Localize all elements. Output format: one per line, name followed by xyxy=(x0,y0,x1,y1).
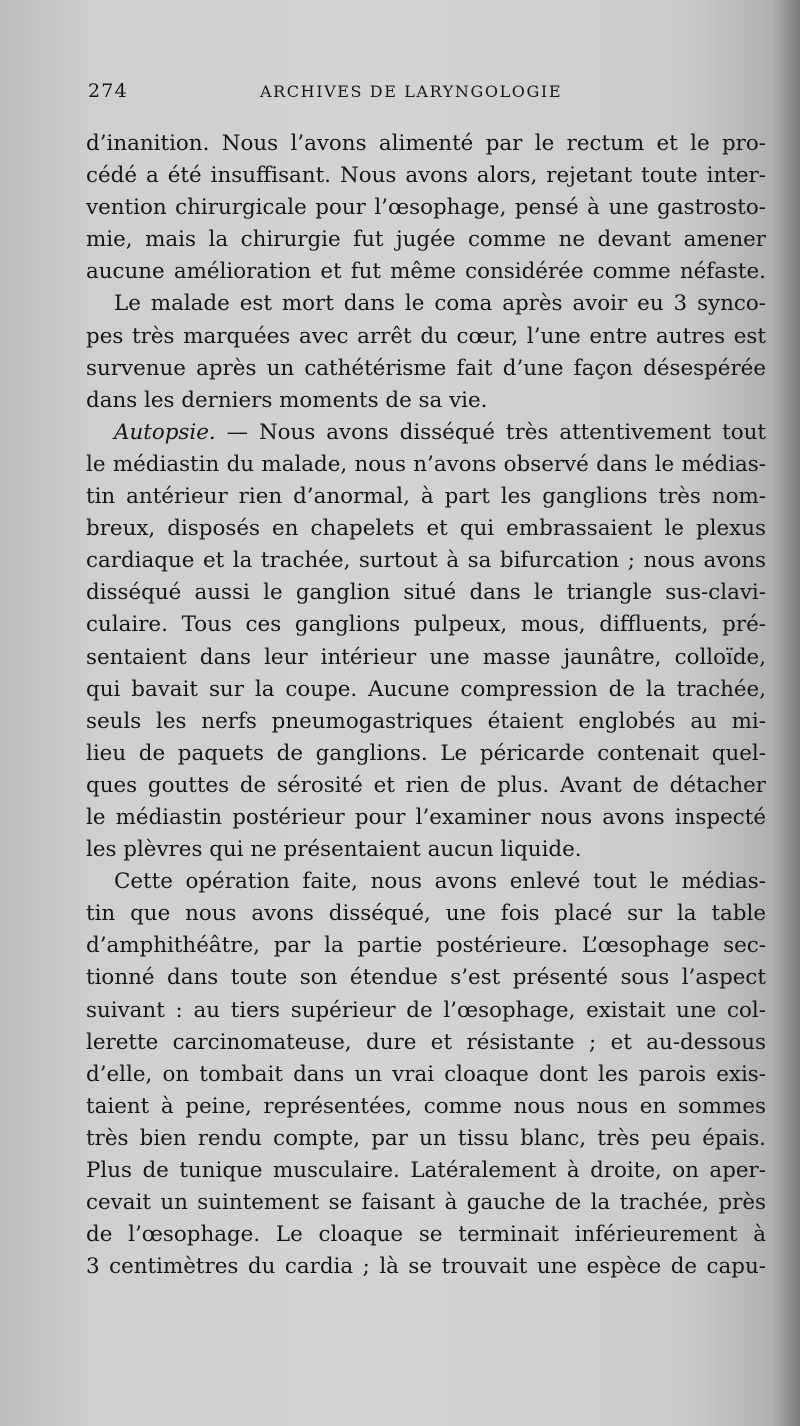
text-line: d’inanition. Nous l’avons alimenté par le rectum et le pro- xyxy=(86,131,766,156)
autopsy-text: — Nous avons disséqué très attentivement tout xyxy=(226,419,766,445)
body-text xyxy=(86,128,766,1283)
text-line: breux, disposés en chapelets et qui embrassaient le plexus xyxy=(86,516,766,542)
text-line: de l’œsophage. Le cloaque se terminait inférieurement à xyxy=(86,1222,766,1248)
text-line: d’amphithéâtre, par la partie postérieure. L’œsophage sec- xyxy=(86,933,766,959)
text-line: tin que nous avons disséqué, une fois placé sur la table xyxy=(86,901,766,927)
text-line-autopsy xyxy=(86,417,766,449)
text-line: pes très marquées avec arrêt du cœur, l’une entre autres est xyxy=(86,323,766,349)
text-line: mie, mais la chirurgie fut jugée comme ne devant amener xyxy=(86,227,766,253)
text-line: cevait un suintement se faisant à gauche de la trachée, près xyxy=(86,1190,766,1216)
text-line: aucune amélioration et fut même considérée comme néfaste. xyxy=(86,259,766,285)
page-number: 274 xyxy=(88,80,128,102)
text-line: lieu de paquets de ganglions. Le péricarde contenait quel- xyxy=(86,740,766,766)
text-line: qui bavait sur la coupe. Aucune compression de la trachée, xyxy=(86,676,766,702)
page-header xyxy=(88,80,750,116)
text-line: survenue après un cathétérisme fait d’une façon désespérée xyxy=(86,355,766,381)
text-line: très bien rendu compte, par un tissu blanc, très peu épais. xyxy=(86,1125,766,1151)
text-line: tionné dans toute son étendue s’est présenté sous l’aspect xyxy=(86,965,766,991)
text-line: dans les derniers moments de sa vie. xyxy=(86,387,488,413)
text-line: le médiastin postérieur pour l’examiner nous avons inspecté xyxy=(86,804,766,830)
text-line: cardiaque et la trachée, surtout à sa bifurcation ; nous avons xyxy=(86,548,766,574)
running-title: ARCHIVES DE LARYNGOLOGIE xyxy=(260,82,563,101)
text-line: disséqué aussi le ganglion situé dans le triangle sus-clavi- xyxy=(86,580,766,606)
text-line: culaire. Tous ces ganglions pulpeux, mous, diffluents, pré- xyxy=(86,612,766,638)
text-line: les plèvres qui ne présentaient aucun liquide. xyxy=(86,837,582,863)
text-line: lerette carcinomateuse, dure et résistante ; et au-dessous xyxy=(86,1029,766,1055)
text-line: Cette opération faite, nous avons enlevé tout le médias- xyxy=(114,869,766,895)
text-line: Plus de tunique musculaire. Latéralement à droite, on aper- xyxy=(86,1158,766,1183)
text-line: ques gouttes de sérosité et rien de plus. Avant de détacher xyxy=(86,772,766,798)
text-line: sentaient dans leur intérieur une masse jaunâtre, colloïde, xyxy=(86,644,766,670)
text-line: le médiastin du malade, nous n’avons observé dans le médias- xyxy=(86,451,766,477)
text-line: tin antérieur rien d’anormal, à part les ganglions très nom- xyxy=(86,484,766,510)
text-line: Le malade est mort dans le coma après avoir eu 3 synco- xyxy=(114,291,766,317)
text-line: seuls les nerfs pneumogastriques étaient englobés au mi- xyxy=(86,708,766,734)
text-line: taient à peine, représentées, comme nous nous en sommes xyxy=(86,1093,766,1119)
text-line: 3 centimètres du cardia ; là se trouvait une espèce de capu- xyxy=(86,1254,766,1280)
text-line: suivant : au tiers supérieur de l’œsophage, existait une col- xyxy=(86,997,766,1023)
text-line: cédé a été insuffisant. Nous avons alors, rejetant toute inter- xyxy=(86,163,766,189)
text-line: d’elle, on tombait dans un vrai cloaque dont les parois exis- xyxy=(86,1061,766,1087)
text-line: vention chirurgicale pour l’œsophage, pensé à une gastrosto- xyxy=(86,195,766,221)
autopsy-label: Autopsie. xyxy=(114,419,216,445)
